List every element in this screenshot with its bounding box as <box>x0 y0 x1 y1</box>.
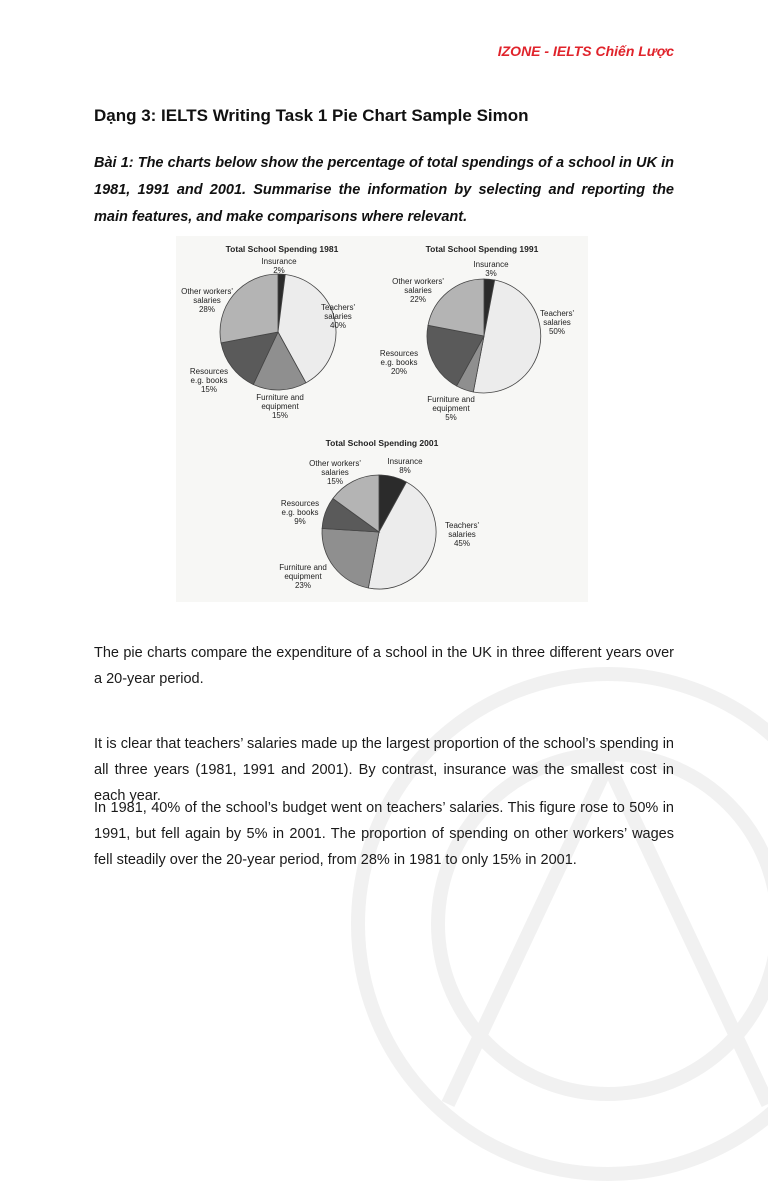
pie-title: Total School Spending 2001 <box>325 438 439 448</box>
pie-chart-3 <box>279 438 479 590</box>
pie-charts-figure <box>176 236 588 602</box>
pie-title: Total School Spending 1991 <box>425 244 539 254</box>
brand-header: IZONE - IELTS Chiến Lược <box>497 43 674 59</box>
slice-label: Furniture and equipment 15% <box>256 393 304 420</box>
slice-label: Furniture and equipment 23% <box>279 563 327 590</box>
paragraph-intro: The pie charts compare the expenditure of a school in the UK in three different years over a 20-year period. <box>94 645 674 687</box>
page-title: Dạng 3: IELTS Writing Task 1 Pie Chart Sample Simon <box>94 106 529 125</box>
paragraph-detail: In 1981, 40% of the school’s budget went on teachers’ salaries. This figure rose to 50% in 1991, but fell again by 5% in 2001. The proportion of spending on other workers’ wages fell steadily over the 20-year period, from 28% in 1981 to only 15% in 2001. <box>94 800 674 868</box>
slice-label: Resources e.g. books 20% <box>379 349 419 376</box>
slice-label: Teachers' salaries 45% <box>445 521 479 548</box>
slice-label: Resources e.g. books 15% <box>189 367 229 394</box>
pie-slice <box>220 274 278 343</box>
slice-label: Other workers' salaries 22% <box>392 277 444 304</box>
watermark-logo <box>328 644 768 1204</box>
slice-label: Other workers' salaries 15% <box>309 459 361 486</box>
slice-label: Furniture and equipment 5% <box>427 395 475 422</box>
slice-label: Insurance 8% <box>387 457 423 475</box>
slice-label: Teachers' salaries 50% <box>540 309 574 336</box>
task-prompt: Bài 1: The charts below show the percentage of total spendings of a school in UK in 1981, 1991 and 2001. Summarise the information by selecting and reporting the main features, and make comparisons where relevant. <box>94 155 674 225</box>
slice-label: Insurance 2% <box>261 257 297 275</box>
slice-label: Resources e.g. books 9% <box>280 499 320 526</box>
slice-label: Insurance 3% <box>473 260 509 278</box>
pie-chart-2 <box>380 244 575 422</box>
slice-label: Teachers' salaries 40% <box>321 303 355 330</box>
pie-chart-1 <box>181 244 355 420</box>
paragraph-overview: It is clear that teachers’ salaries made up the largest proportion of the school’s spending in all three years (1981, 1991 and 2001). By contrast, insurance was the smallest cost in each year. <box>94 736 674 804</box>
pie-title: Total School Spending 1981 <box>225 244 339 254</box>
slice-label: Other workers' salaries 28% <box>181 287 233 314</box>
